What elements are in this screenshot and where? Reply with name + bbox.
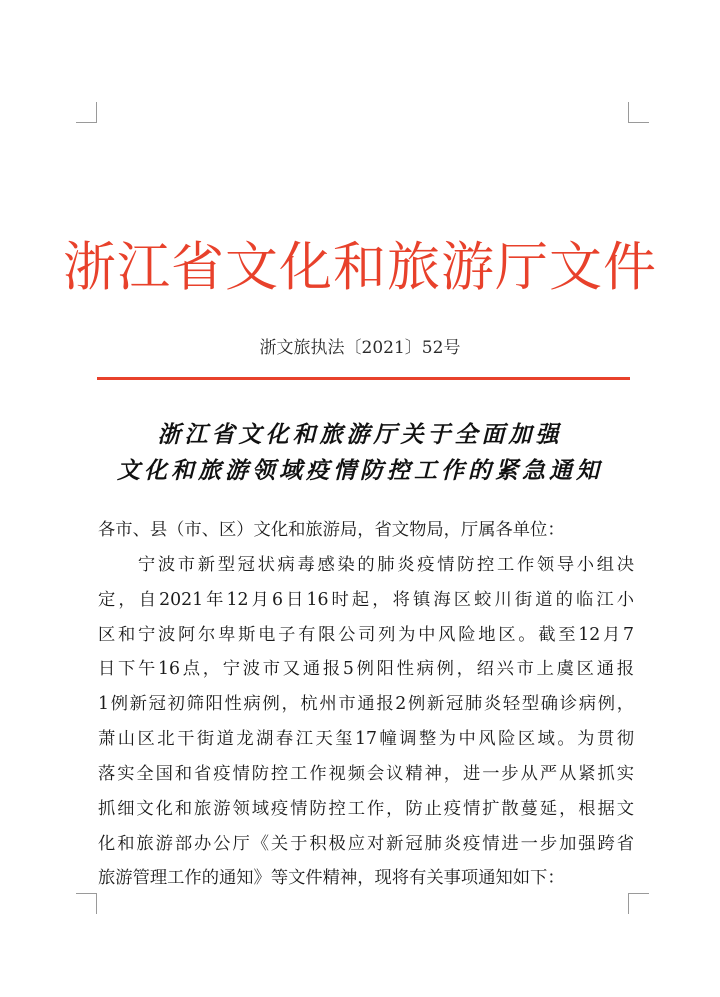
crop-mark-bottom-right: [628, 893, 649, 914]
salutation: 各市、县（市、区）文化和旅游局，省文物局，厅属各单位：: [98, 520, 565, 540]
crop-mark-top-right: [628, 102, 649, 123]
body-line: 1例新冠初筛阳性病例，杭州市通报2例新冠肺炎轻型确诊病例，: [98, 694, 634, 714]
body-line: 日下午16点，宁波市又通报5例阳性病例，绍兴市上虞区通报: [98, 659, 634, 679]
red-divider-line: [97, 377, 630, 380]
body-line: 旅游管理工作的通知》等文件精神，现将有关事项通知如下：: [98, 868, 565, 888]
body-line: 萧山区北干街道龙湖春江天玺17幢调整为中风险区域。为贯彻: [98, 729, 634, 749]
body-line: 抓细文化和旅游领域疫情防控工作，防止疫情扩散蔓延，根据文: [98, 799, 634, 819]
document-number: 浙文旅执法〔2021〕52号: [259, 338, 461, 358]
crop-mark-top-left: [76, 102, 97, 123]
body-line: 宁波市新型冠状病毒感染的肺炎疫情防控工作领导小组决: [98, 555, 634, 575]
body-line: 落实全国和省疫情防控工作视频会议精神，进一步从严从紧抓实: [98, 764, 634, 784]
body-line: 化和旅游部办公厅《关于积极应对新冠肺炎疫情进一步加强跨省: [98, 834, 634, 854]
body-line: 区和宁波阿尔卑斯电子有限公司列为中风险地区。截至12月7: [98, 625, 634, 645]
document-title-line-1: 浙江省文化和旅游厅关于全面加强: [157, 421, 563, 448]
crop-mark-bottom-left: [76, 893, 97, 914]
document-masthead: 浙江省文化和旅游厅文件: [63, 237, 657, 298]
body-line: 定，自2021年12月6日16时起，将镇海区蛟川街道的临江小: [98, 590, 634, 610]
document-title-line-2: 文化和旅游领域疫情防控工作的紧急通知: [117, 457, 603, 484]
